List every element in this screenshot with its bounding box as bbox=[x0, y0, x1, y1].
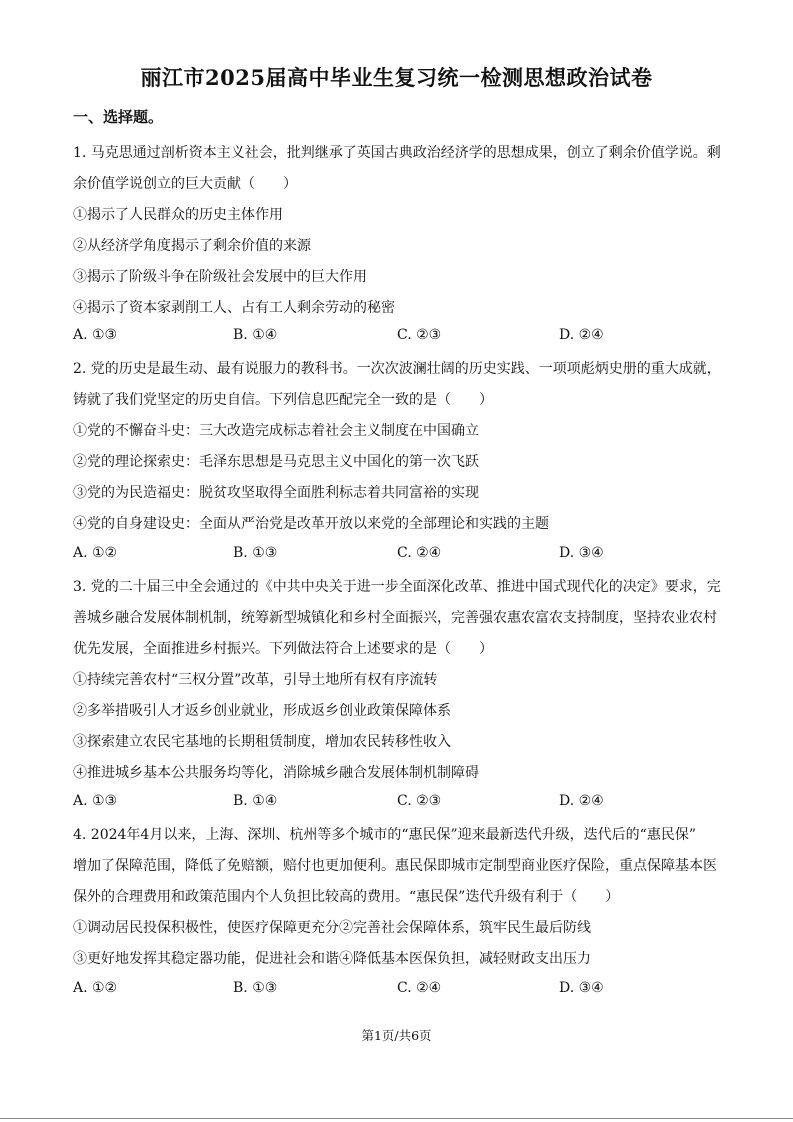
option-b[interactable]: B. ①④ bbox=[233, 793, 278, 809]
question-1-item-1: ①揭示了人民群众的历史主体作用 bbox=[73, 207, 283, 223]
option-d[interactable]: D. ③④ bbox=[559, 545, 604, 561]
question-3-stem-line-3: 优先发展，全面推进乡村振兴。下列做法符合上述要求的是（ ） bbox=[73, 641, 493, 657]
question-1-item-3: ③揭示了阶级斗争在阶级社会发展中的巨大作用 bbox=[73, 269, 367, 285]
option-d[interactable]: D. ③④ bbox=[559, 980, 604, 996]
question-3-item-4: ④推进城乡基本公共服务均等化，消除城乡融合发展体制机制障碍 bbox=[73, 765, 479, 781]
option-a[interactable]: A. ①③ bbox=[73, 327, 118, 343]
question-2-item-1: ①党的不懈奋斗史：三大改造完成标志着社会主义制度在中国确立 bbox=[73, 423, 479, 439]
question-1-stem-line-1: 1. 马克思通过剖析资本主义社会，批判继承了英国古典政治经济学的思想成果，创立了剩余价值学说。剩 bbox=[73, 145, 721, 161]
option-c[interactable]: C. ②④ bbox=[397, 545, 442, 561]
question-3-stem-line-1: 3. 党的二十届三中全会通过的《中共中央关于进一步全面深化改革、推进中国式现代化的决定》要求，完 bbox=[73, 579, 721, 595]
option-a[interactable]: A. ①② bbox=[73, 545, 118, 561]
option-b[interactable]: B. ①④ bbox=[233, 327, 278, 343]
option-d[interactable]: D. ②④ bbox=[559, 793, 604, 809]
question-4-stem-line-2: 增加了保障范围，降低了免赔额，赔付也更加便利。惠民保即城市定制型商业医疗保险，重点保障基本医 bbox=[73, 858, 717, 874]
question-3-item-2: ②多举措吸引人才返乡创业就业，形成返乡创业政策保障体系 bbox=[73, 703, 451, 719]
option-a[interactable]: A. ①③ bbox=[73, 793, 118, 809]
option-b[interactable]: B. ①③ bbox=[233, 545, 278, 561]
question-1-item-2: ②从经济学角度揭示了剩余价值的来源 bbox=[73, 238, 311, 254]
option-c[interactable]: C. ②③ bbox=[397, 793, 442, 809]
question-2-stem-line-2: 铸就了我们党坚定的历史自信。下列信息匹配完全一致的是（ ） bbox=[73, 392, 493, 408]
question-3-item-1: ①持续完善农村“三权分置”改革，引导土地所有权有序流转 bbox=[73, 672, 438, 688]
question-2-item-2: ②党的理论探索史：毛泽东思想是马克思主义中国化的第一次飞跃 bbox=[73, 454, 479, 470]
question-2-item-4: ④党的自身建设史：全面从严治党是改革开放以来党的全部理论和实践的主题 bbox=[73, 516, 549, 532]
question-3-stem-line-2: 善城乡融合发展体制机制，统筹新型城镇化和乡村全面振兴，完善强农惠农富农支持制度，坚持农业农村 bbox=[73, 610, 717, 626]
option-a[interactable]: A. ①② bbox=[73, 980, 118, 996]
question-1-stem-line-2: 余价值学说创立的巨大贡献（ ） bbox=[73, 176, 297, 192]
question-4-stem-line-1: 4. 2024年4月以来，上海、深圳、杭州等多个城市的“惠民保”迎来最新迭代升级，迭代后的“惠民保” bbox=[73, 827, 696, 843]
page-number: 第1页/共6页 bbox=[361, 1028, 432, 1043]
question-1-item-4: ④揭示了资本家剥削工人、占有工人剩余劳动的秘密 bbox=[73, 300, 395, 316]
bottom-divider bbox=[0, 1118, 793, 1119]
option-c[interactable]: C. ②③ bbox=[397, 327, 442, 343]
question-4-item-3-4: ③更好地发挥其稳定器功能，促进社会和谐④降低基本医保负担，减轻财政支出压力 bbox=[73, 951, 591, 967]
option-d[interactable]: D. ②④ bbox=[559, 327, 604, 343]
question-2-item-3: ③党的为民造福史：脱贫攻坚取得全面胜利标志着共同富裕的实现 bbox=[73, 485, 479, 501]
question-4-stem-line-3: 保外的合理费用和政策范围内个人负担比较高的费用。“惠民保”迭代升级有利于（ ） bbox=[73, 889, 620, 905]
question-2-stem-line-1: 2. 党的历史是最生动、最有说服力的教科书。一次次波澜壮阔的历史实践、一项项彪炳史册的重大成就， bbox=[73, 361, 721, 377]
question-4-item-1-2: ①调动居民投保积极性，使医疗保障更充分②完善社会保障体系，筑牢民生最后防线 bbox=[73, 920, 591, 936]
option-c[interactable]: C. ②④ bbox=[397, 980, 442, 996]
section-heading: 一、选择题。 bbox=[73, 108, 164, 126]
question-3-item-3: ③探索建立农民宅基地的长期租赁制度，增加农民转移性收入 bbox=[73, 734, 451, 750]
exam-title: 丽江市2025届高中毕业生复习统一检测思想政治试卷 bbox=[140, 65, 653, 90]
option-b[interactable]: B. ①③ bbox=[233, 980, 278, 996]
